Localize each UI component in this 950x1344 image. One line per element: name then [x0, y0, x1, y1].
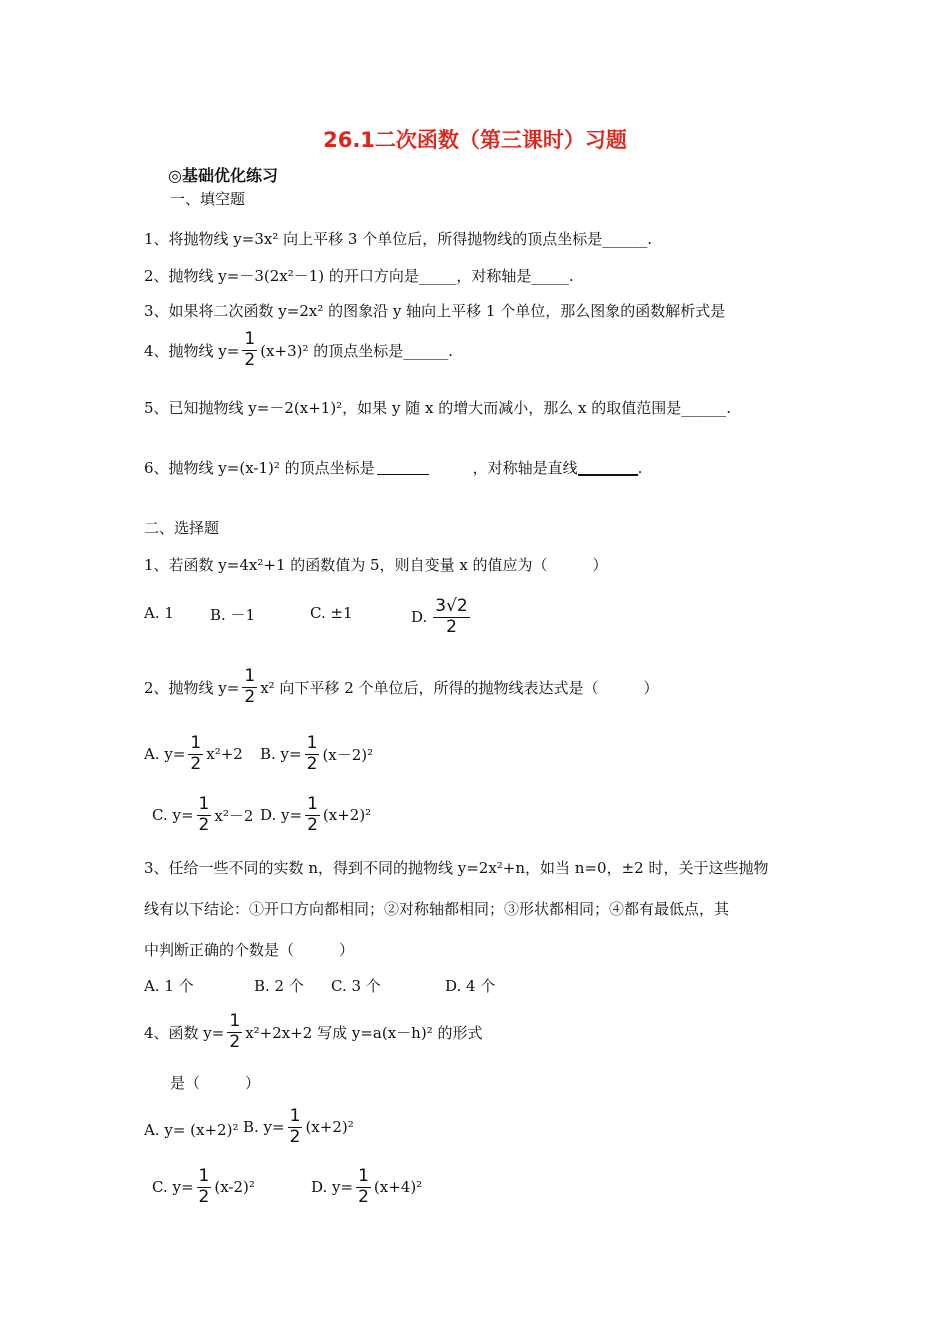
frac-denominator: 2 [244, 349, 256, 370]
option-label: D. y= [260, 806, 303, 825]
fraction-one-half [197, 796, 212, 835]
q4-option-b [243, 1108, 354, 1147]
frac-numerator: 1 [358, 1166, 369, 1186]
fill-question-5: 5、已知抛物线 y=－2(x+1)²，如果 y 随 x 的增大而减小，那么 x 的取值范围是______. [144, 399, 731, 417]
fraction-one-half [227, 1013, 242, 1052]
frac-denominator: 2 [229, 1031, 241, 1052]
q4-option-d [311, 1168, 422, 1207]
frac-numerator: 1 [198, 1166, 210, 1186]
frac-denominator: 2 [446, 616, 457, 637]
option-expression: (x－2)² [322, 745, 374, 764]
q3-option-d: D. 4 个 [445, 977, 496, 995]
frac-numerator: 1 [190, 733, 202, 753]
option-expression: (x+4)² [373, 1178, 423, 1197]
q4-option-a: A. y= (x+2)² [144, 1121, 239, 1139]
frac-numerator: 1 [244, 329, 256, 349]
frac-denominator: 2 [190, 753, 202, 774]
choice-question-4 [144, 1013, 482, 1052]
fraction-one-half [356, 1168, 371, 1207]
fraction-one-half [242, 668, 257, 707]
choice-question-4-line-2: 是（ ） [170, 1074, 261, 1092]
frac-numerator: 1 [289, 1106, 301, 1126]
fill-question-4 [144, 331, 453, 370]
q2-prefix: 2、抛物线 y= [144, 678, 240, 697]
frac-denominator: 2 [244, 686, 256, 707]
option-expression: x²－2 [214, 806, 254, 825]
frac-denominator: 2 [307, 814, 318, 835]
q4-suffix: x²+2x+2 写成 y=a(x－h)² 的形式 [245, 1023, 483, 1042]
fraction-three-root-two-over-two [433, 598, 469, 637]
fill-question-6 [144, 457, 642, 478]
option-label: D. y= [311, 1178, 354, 1197]
frac-denominator: 2 [358, 1186, 369, 1207]
q3-option-b: B. 2 个 [254, 977, 304, 995]
q4-prefix: 4、函数 y= [144, 1023, 225, 1042]
fraction-one-half [305, 796, 320, 835]
answer-blank [578, 460, 638, 476]
page-title: 26.1二次函数（第三课时）习题 [323, 128, 627, 152]
option-label: A. y= [144, 745, 186, 764]
frac-numerator: 1 [198, 794, 210, 814]
option-expression: (x+2)² [305, 1118, 354, 1137]
option-expression: (x+2)² [322, 806, 372, 825]
q1-option-a: A. 1 [144, 604, 174, 622]
fill-question-3: 3、如果将二次函数 y=2x² 的图象沿 y 轴向上平移 1 个单位，那么图象的函数解析式是 [144, 302, 726, 320]
option-label: C. y= [152, 806, 194, 825]
frac-numerator: 1 [306, 733, 318, 753]
q4-prefix: 4、抛物线 y= [144, 341, 240, 360]
q6-middle: ，对称轴是直线 [472, 459, 578, 477]
fill-question-1: 1、将抛物线 y=3x² 向上平移 3 个单位后，所得抛物线的顶点坐标是______. [144, 230, 652, 248]
q3-option-a: A. 1 个 [144, 977, 194, 995]
frac-denominator: 2 [198, 1186, 210, 1207]
q2-option-d [260, 796, 371, 835]
choice-question-2 [144, 668, 659, 707]
answer-blank [377, 460, 429, 475]
frac-numerator: 1 [244, 666, 256, 686]
fraction-one-half [288, 1108, 303, 1147]
fraction-one-half [242, 331, 257, 370]
option-label: B. y= [243, 1118, 285, 1137]
q1-option-d [411, 598, 473, 637]
frac-numerator: 3√2 [435, 596, 468, 616]
section-heading: ◎基础优化练习 [168, 166, 278, 185]
q6-end: . [637, 458, 643, 477]
frac-denominator: 2 [306, 753, 318, 774]
fraction-one-half [305, 735, 320, 774]
choice-question-1: 1、若函数 y=4x²+1 的函数值为 5，则自变量 x 的值应为（ ） [144, 556, 608, 574]
choice-question-3-line-3: 中判断正确的个数是（ ） [144, 941, 355, 959]
choice-question-3-line-1: 3、任给一些不同的实数 n，得到不同的抛物线 y=2x²+n，如当 n=0，±2 时，关于这些抛物 [144, 859, 769, 877]
q1-option-c: C. ±1 [310, 604, 353, 622]
option-expression: x²+2 [206, 745, 243, 764]
option-label: C. y= [152, 1178, 194, 1197]
option-label: B. y= [260, 745, 302, 764]
q2-option-b [260, 735, 373, 774]
frac-denominator: 2 [289, 1126, 301, 1147]
choice-header: 二、选择题 [144, 519, 220, 537]
frac-numerator: 1 [307, 794, 318, 814]
q6-prefix: 6、抛物线 y=(x-1)² 的顶点坐标是 [144, 459, 375, 477]
fraction-one-half [197, 1168, 212, 1207]
q4-option-c [152, 1168, 255, 1207]
q3-option-c: C. 3 个 [331, 977, 381, 995]
q2-option-a [144, 735, 243, 774]
choice-question-3-line-2: 线有以下结论：①开口方向都相同；②对称轴都相同；③形状都相同；④都有最低点，其 [144, 900, 730, 918]
q1-option-b: B. －1 [210, 606, 256, 624]
q4-suffix: (x+3)² 的顶点坐标是______. [260, 341, 454, 360]
fraction-one-half [188, 735, 203, 774]
q2-suffix: x² 向下平移 2 个单位后，所得的抛物线表达式是（ ） [260, 678, 659, 697]
fill-blank-header: 一、填空题 [170, 190, 246, 208]
q2-option-c [152, 796, 253, 835]
q1-option-d-label: D. [411, 608, 428, 627]
frac-numerator: 1 [229, 1011, 241, 1031]
option-expression: (x-2)² [214, 1178, 255, 1197]
frac-denominator: 2 [198, 814, 210, 835]
fill-question-2: 2、抛物线 y=－3(2x²－1) 的开口方向是_____，对称轴是_____. [144, 267, 574, 285]
